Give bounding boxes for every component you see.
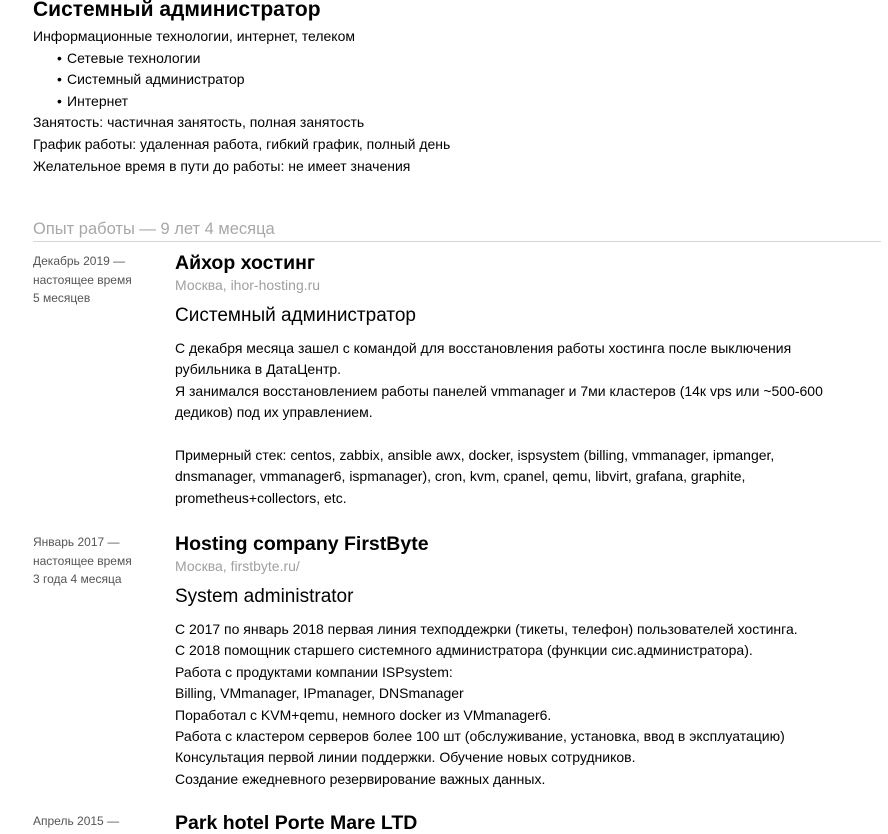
job-duration: 5 месяцев	[33, 291, 91, 305]
description-line: Я занимался восстановлением работы панелей vmmanager и 7ми кластеров (14к vps или ~500-600	[175, 382, 823, 399]
description-line: Billing, VMmanager, IPmanager, DNSmanager	[175, 685, 464, 702]
job-dates	[33, 533, 163, 589]
commute: Желательное время в пути до работы: не имеет значения	[33, 157, 411, 174]
company-name: Hosting company FirstByte	[175, 533, 429, 555]
employment: Занятость: частичная занятость, полная занятость	[33, 114, 365, 131]
description-line: дедиков) под их управлением.	[175, 404, 373, 421]
specialization-item	[33, 91, 881, 113]
description-line: prometheus+collectors, etc.	[175, 489, 347, 506]
specialization-label: Системный администратор	[67, 71, 245, 88]
job-body	[175, 252, 875, 509]
description-line: С декабря месяца зашел с командой для восстановления работы хостинга после выключения	[175, 340, 792, 356]
schedule: График работы: удаленная работа, гибкий график, полный день	[33, 135, 451, 152]
resume-page	[33, 0, 881, 834]
specialization-label: Сетевые технологии	[67, 49, 201, 66]
description-line: Консультация первой линии поддержки. Обучение новых сотрудников.	[175, 749, 636, 766]
job-start-date: Апрель 2015 —	[33, 814, 120, 828]
job-description	[175, 338, 875, 509]
specialization-label: Интернет	[67, 92, 129, 109]
specialization-item	[33, 48, 881, 70]
description-line: С 2017 по январь 2018 первая линия техподдежрки (тикеты, телефон) пользователей хостинга.	[175, 621, 798, 637]
bullet-icon: •	[57, 49, 62, 66]
description-line: С 2018 помощник старшего системного администратора (функции сис.администратора).	[175, 642, 753, 659]
company-location: Москва, firstbyte.ru/	[175, 558, 300, 574]
job-end-date: настоящее время	[33, 272, 132, 287]
company-location: Москва, ihor-hosting.ru	[175, 277, 321, 293]
company-name: Айхор хостинг	[175, 252, 315, 274]
description-line: Примерный стек: centos, zabbix, ansible awx, docker, ispsystem (billing, vmmanager, ipmanger,	[175, 447, 775, 464]
description-line: Работа с кластером серверов более 100 шт (обслуживание, установка, ввод в эксплуатацию)	[175, 728, 785, 745]
job-start-date: Декабрь 2019 —	[33, 254, 126, 268]
job-dates	[33, 812, 163, 831]
experience-heading: Опыт работы — 9 лет 4 месяца	[33, 218, 881, 242]
job-position: System administrator	[175, 586, 354, 607]
industry: Информационные технологии, интернет, телеком	[33, 28, 355, 44]
job-position: Системный администратор	[175, 305, 416, 326]
resume-title: Системный администратор	[33, 0, 321, 21]
description-line: Работа с продуктами компании ISPsystem:	[175, 663, 453, 680]
bullet-icon: •	[57, 92, 62, 109]
description-line: Создание ежедневного резервирование важных данных.	[175, 770, 546, 787]
job-description	[175, 619, 875, 790]
specialization-item	[33, 69, 881, 91]
job-end-date: настоящее время	[33, 553, 132, 568]
specialization-list	[33, 48, 881, 113]
company-name: Park hotel Porte Mare LTD	[175, 812, 418, 834]
description-line	[175, 424, 875, 445]
job-body	[175, 533, 875, 790]
job-body	[175, 812, 875, 834]
job-duration: 3 года 4 месяца	[33, 572, 122, 586]
description-line: рубильника в ДатаЦентр.	[175, 361, 342, 378]
job-start-date: Январь 2017 —	[33, 535, 120, 549]
bullet-icon: •	[57, 71, 62, 88]
resume-info	[33, 26, 881, 177]
description-line: Поработал с KVM+qemu, немного docker из VMmanager6.	[175, 706, 552, 723]
description-line: dnsmanager, vmmanager6, ispmanager), cron, kvm, cpanel, qemu, libvirt, grafana, graphite,	[175, 468, 746, 485]
job-dates	[33, 252, 163, 308]
